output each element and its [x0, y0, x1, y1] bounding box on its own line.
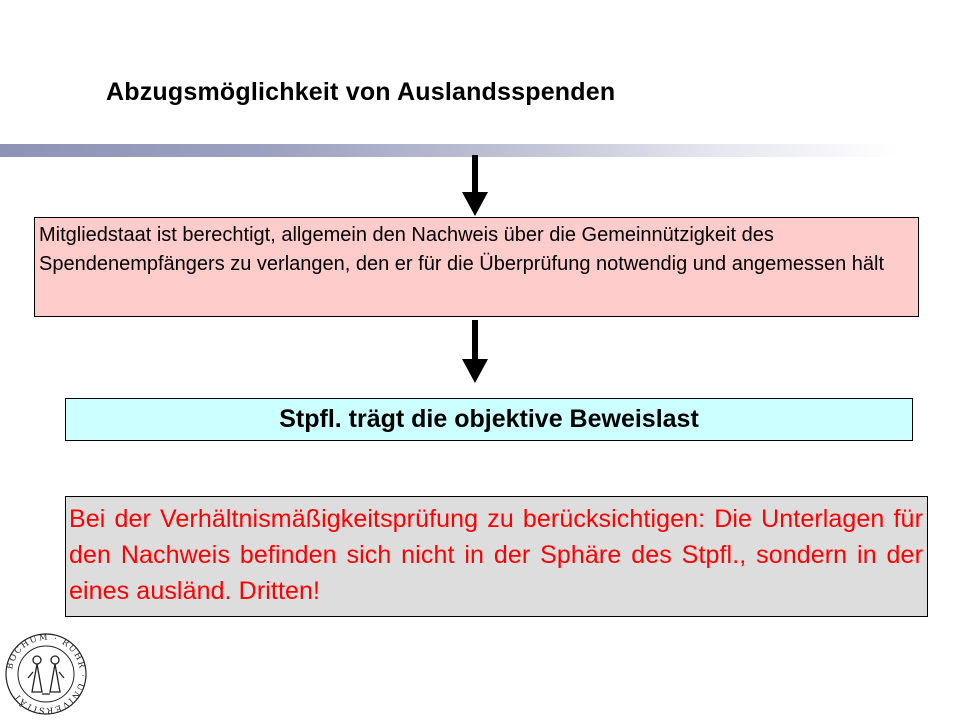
university-seal-icon	[4, 632, 88, 716]
seal-lettering: BOCHUM · RUHR · UNIVERSITÄT	[5, 632, 88, 716]
title-underline-bar	[0, 144, 900, 157]
slide-title: Abzugsmöglichkeit von Auslandsspenden	[106, 78, 616, 106]
burden-of-proof-box: Stpfl. trägt die objektive Beweislast	[65, 398, 913, 441]
requirement-box: Mitgliedstaat ist berechtigt, allgemein den Nachweis über die Gemeinnützigkeit des Spendenempfängers zu verlangen, den er für die Überprüfung notwendig und angemessen hält	[34, 217, 919, 317]
proportionality-box: Bei der Verhältnismäßigkeitsprüfung zu berücksichtigen: Die Unterlagen für den Nachweis befinden sich nicht in der Sphäre des Stpfl., sondern in der eines ausländ. Dritten!	[65, 496, 928, 617]
arrow-down-icon	[461, 320, 489, 384]
arrow-down-icon	[461, 155, 489, 217]
